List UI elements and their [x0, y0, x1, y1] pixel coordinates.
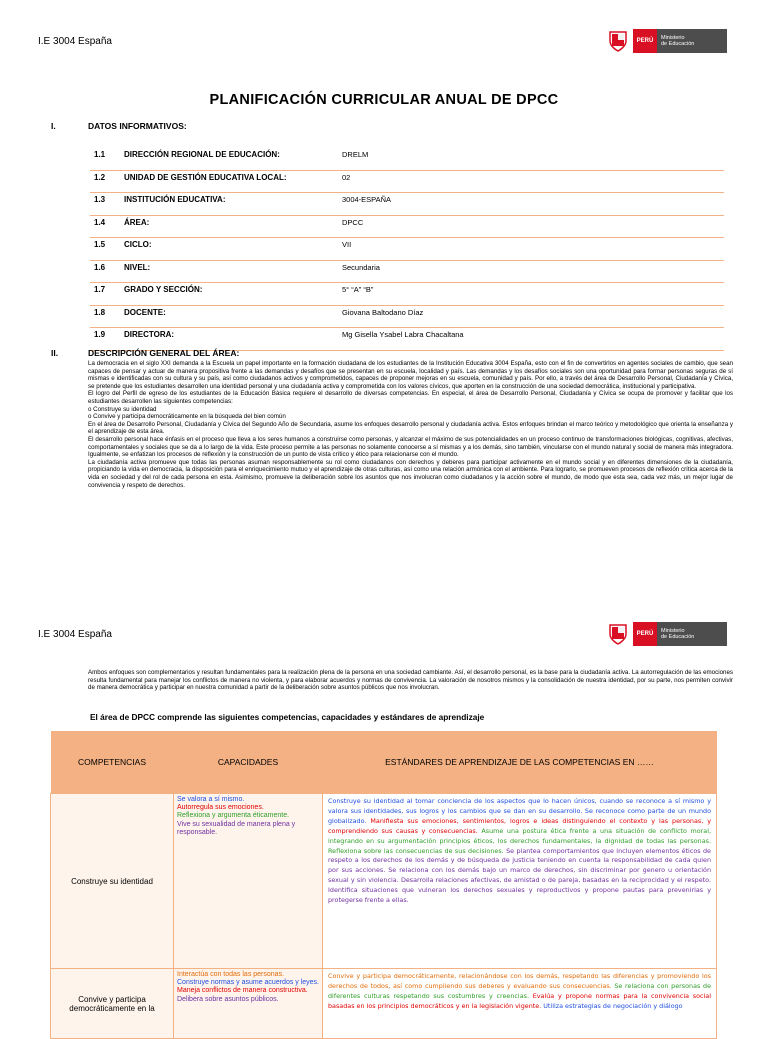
area-description: [88, 360, 733, 489]
info-table: [90, 148, 724, 351]
info-number: 1.7: [90, 283, 120, 306]
competency-name: Convive y participa democráticamente en la: [51, 969, 174, 1039]
description-paragraph: o Construye su identidad: [88, 405, 157, 413]
info-number: 1.6: [90, 260, 120, 283]
peru-label: PERÚ: [633, 622, 657, 646]
standard-segment: Convive y participa democráticamente, relacionándose con los demás, respetando las diferencias y promoviendo los derechos de todos, así como cumpliendo sus deberes y evaluando sus consecuencias.: [328, 972, 711, 990]
document-title: PLANIFICACIÓN CURRICULAR ANUAL DE DPCC: [209, 92, 559, 108]
col-header-capacidades: CAPACIDADES: [174, 731, 323, 794]
peru-shield-icon: [607, 29, 629, 53]
competency-name: Construye su identidad: [51, 794, 174, 969]
info-number: 1.9: [90, 328, 120, 351]
header-school-name-page-2: I.E 3004 España: [38, 629, 112, 640]
info-row: [90, 170, 724, 193]
info-row: [90, 215, 724, 238]
ministry-line-1: Ministerio: [661, 35, 685, 41]
standard-cell: [323, 969, 717, 1039]
info-label: CICLO:: [120, 238, 338, 261]
capacity-item: Construye normas y asume acuerdos y leyes.: [177, 979, 320, 987]
info-label: DIRECCIÓN REGIONAL DE EDUCACIÓN:: [120, 148, 338, 170]
ministry-logo: [607, 28, 727, 54]
info-label: UNIDAD DE GESTIÓN EDUCATIVA LOCAL:: [120, 170, 338, 193]
capacity-item: Maneja conflictos de manera constructiva.: [177, 987, 308, 995]
description-paragraph: o Convive y participa democráticamente en la búsqueda del bien común: [88, 413, 286, 421]
info-label: NIVEL:: [120, 260, 338, 283]
table-caption: El área de DPCC comprende las siguientes competencias, capacidades y estándares de aprendizaje: [90, 712, 485, 722]
info-number: 1.1: [90, 148, 120, 170]
description-paragraph: El desarrollo personal hace énfasis en el proceso que lleva a los seres humanos a construirse como personas, y alcanzar el máximo de sus potencialidades en un proceso continuo de transformaciones biológicas, cognitivas, afectivas, comportamentales y sociales que se da a lo largo de la vida. Este proceso permite a las personas no solamente conocerse a sí mismas y a los demás, sino también, vincularse con el mundo natural y social de manera más integradora. Igualmente, se enfatizan los procesos de reflexión y la construcción de un punto de vista crítico y ético para relacionarse con el mundo.: [88, 435, 733, 459]
capacity-item: Vive su sexualidad de manera plena y responsable.: [177, 820, 296, 836]
peru-label: PERÚ: [633, 29, 657, 53]
col-header-estandares: ESTÁNDARES DE APRENDIZAJE DE LAS COMPETENCIAS EN ……: [323, 731, 717, 794]
section-2-title: DESCRIPCIÓN GENERAL DEL ÁREA:: [88, 348, 240, 358]
info-value: Giovana Baltodano Díaz: [338, 305, 724, 328]
info-value: Mg Gisella Ysabel Labra Chacaltana: [338, 328, 724, 351]
capacities-cell: [174, 969, 323, 1039]
info-row: [90, 148, 724, 170]
info-number: 1.5: [90, 238, 120, 261]
competency-row: [51, 794, 717, 969]
standard-segment: Se relaciona con los demás bajo un marco de derechos, sin discriminar por genero u orientación sexual y sin violencia. Desarrolla relaciones afectivas, de amistad o de pareja, basadas en la reciprocidad y el respeto. Identifica situaciones que vulneran los derechos sexuales y reproductivos y propone pautas para prevenirlas y protegerse frente a ellas.: [328, 866, 712, 905]
capacity-item: Delibera sobre asuntos públicos.: [177, 995, 279, 1003]
description-paragraph: En el área de Desarrollo Personal, Ciudadanía y Cívica del Segundo Año de Secundaria, asume los enfoques desarrollo personal y ciudadanía activa. Estos enfoques brindan el marco teórico y metodológico que orienta la enseñanza y el aprendizaje de esta área.: [88, 420, 733, 436]
standard-segment: Utiliza estrategias de negociación y diálogo: [541, 1001, 683, 1010]
info-value: 3004-ESPAÑA: [338, 193, 724, 216]
col-header-competencias: COMPETENCIAS: [51, 731, 174, 794]
info-value: DPCC: [338, 215, 724, 238]
info-number: 1.2: [90, 170, 120, 193]
peru-shield-icon: [607, 622, 629, 646]
standard-segment: Evalúa y propone normas para la convivencia social basadas en los principios democráticos y en la legislación vigente.: [328, 991, 711, 1010]
description-paragraph: La ciudadanía activa promueve que todas las personas asuman responsablemente su rol como ciudadanos con derechos y deberes para participar activamente en el mundo social y en diferentes dimensiones de la ciudadanía, propiciando la vida en democracia, la disposición para el enriquecimiento mutuo y el aprendizaje de otras culturas, así como una relación armónica con el ambiente. Para lograrlo, se promueven procesos de reflexión crítica acerca de la vida en sociedad y del rol de cada persona en esta. Asimismo, promueve la deliberación sobre los asuntos que nos involucran como ciudadanos y la acción sobre el mundo, de modo que esta sea, cada vez más, un mejor lugar de convivencia y respeto de derechos.: [88, 458, 733, 489]
capacity-item: Se valora a sí mismo.: [177, 796, 245, 803]
standard-segment: Manifiesta sus emociones, sentimientos, logros e ideas distinguiendo el contexto y las personas, y comprendiendo sus causas y consecuencias.: [328, 816, 711, 835]
standard-segment: Se plantea comportamientos que incluyen elementos éticos de respeto a los derechos de los demás y de búsqueda de justicia teniendo en cuenta la responsabilidad de cada quien por sus acciones.: [328, 846, 711, 875]
info-value: 02: [338, 170, 724, 193]
standard-cell: [323, 794, 717, 969]
competencies-table: [50, 731, 717, 1039]
info-label: GRADO Y SECCIÓN:: [120, 283, 338, 306]
section-1-number: I.: [51, 121, 56, 131]
capacity-item: Autorregula sus emociones.: [177, 804, 264, 812]
info-value: DRELM: [338, 148, 724, 170]
info-number: 1.4: [90, 215, 120, 238]
section-2-number: II.: [51, 348, 59, 358]
capacities-cell: [174, 794, 323, 969]
info-label: ÁREA:: [120, 215, 338, 238]
standard-segment: Construye su identidad al tomar conciencia de los aspectos que lo hacen únicos, cuando se reconoce a sí mismo y valora sus identidades, sus logros y los cambios que se dan en su desarrollo. Se reconoce como parte de un mundo globalizado.: [328, 797, 711, 825]
info-row: [90, 260, 724, 283]
capacity-item: Reflexiona y argumenta éticamente.: [177, 812, 290, 820]
ministry-line-1: Ministerio: [661, 628, 685, 634]
standard-segment: Se relaciona con personas de diferentes culturas respetando sus costumbres y creencias.: [328, 981, 711, 1000]
info-row: [90, 328, 724, 351]
info-row: [90, 238, 724, 261]
info-row: [90, 193, 724, 216]
info-label: DIRECTORA:: [120, 328, 338, 351]
ministry-line-2: de Educación: [661, 41, 695, 47]
intro-paragraph: Ambos enfoques son complementarios y resultan fundamentales para la realización plena de la persona en una sociedad cambiante. Así, el desarrollo personal, es la base para la ciudadanía activa. La autorregulación de las emociones resulta fundamental para manejar los conflictos de manera no violenta, y para elaborar acuerdos y normas de convivencia. La valoración de nosotros mismos y la consolidación de nuestra identidad, por su parte, nos permiten convivir de manera democrática y participar en nuestra comunidad a partir de la deliberación sobre asuntos públicos que nos involucran.: [88, 669, 733, 692]
description-paragraph: El logro del Perfil de egreso de los estudiantes de la Educación Básica requiere el desarrollo de diversas competencias. En especial, el área de Desarrollo Personal, Ciudadanía y Cívica se ocupa de promover y facilitar que los estudiantes desarrollen las siguientes competencias:: [88, 390, 733, 405]
info-row: [90, 305, 724, 328]
ministry-label: [657, 29, 727, 53]
header-school-name: I.E 3004 España: [38, 36, 112, 47]
description-paragraph: La democracia en el siglo XXI demanda a la Escuela un papel importante en la formación ciudadana de los estudiantes de la Institución Educativa 3004 España, esto con el fin de convertirlos en agentes sociales de cambio, que sean capaces de pensar y actuar de manera propositiva frente a las demandas y desafíos que se presentan en su escuela, localidad y país. Las demandas y los desafíos sociales son una oportunidad para formar personas seguras de sí mismas e identificadas con su cultura y su país, así como ciudadanos activos y comprometidos, capaces de proponer mejoras en su escuela, comunidad y país. Por ello, a través del área de Desarrollo Personal, Ciudadanía y Cívica, se pretende que los estudiantes desarrollen una identidad personal y una ciudadanía activa y comprometida con los valores cívicos, que aporten en la construcción de una sociedad democrática, institucional y participativa.: [88, 360, 733, 390]
info-number: 1.3: [90, 193, 120, 216]
competency-row: [51, 969, 717, 1039]
capacity-item: Interactúa con todas las personas.: [177, 971, 285, 978]
ministry-logo-page-2: [607, 621, 727, 647]
ministry-label: [657, 622, 727, 646]
info-value: Secundaria: [338, 260, 724, 283]
info-label: DOCENTE:: [120, 305, 338, 328]
standard-segment: Asume una postura ética frente a una situación de conflicto moral, integrando en su argumentación principios éticos, los derechos fundamentales, la dignidad de todas las personas. Reflexiona sobre las consecuencias de sus decisiones.: [328, 826, 711, 855]
info-value: VII: [338, 238, 724, 261]
ministry-line-2: de Educación: [661, 634, 695, 640]
info-number: 1.8: [90, 305, 120, 328]
info-label: INSTITUCIÓN EDUCATIVA:: [120, 193, 338, 216]
info-row: [90, 283, 724, 306]
section-1-title: DATOS INFORMATIVOS:: [88, 121, 187, 131]
info-value: 5° “A” “B”: [338, 283, 724, 306]
